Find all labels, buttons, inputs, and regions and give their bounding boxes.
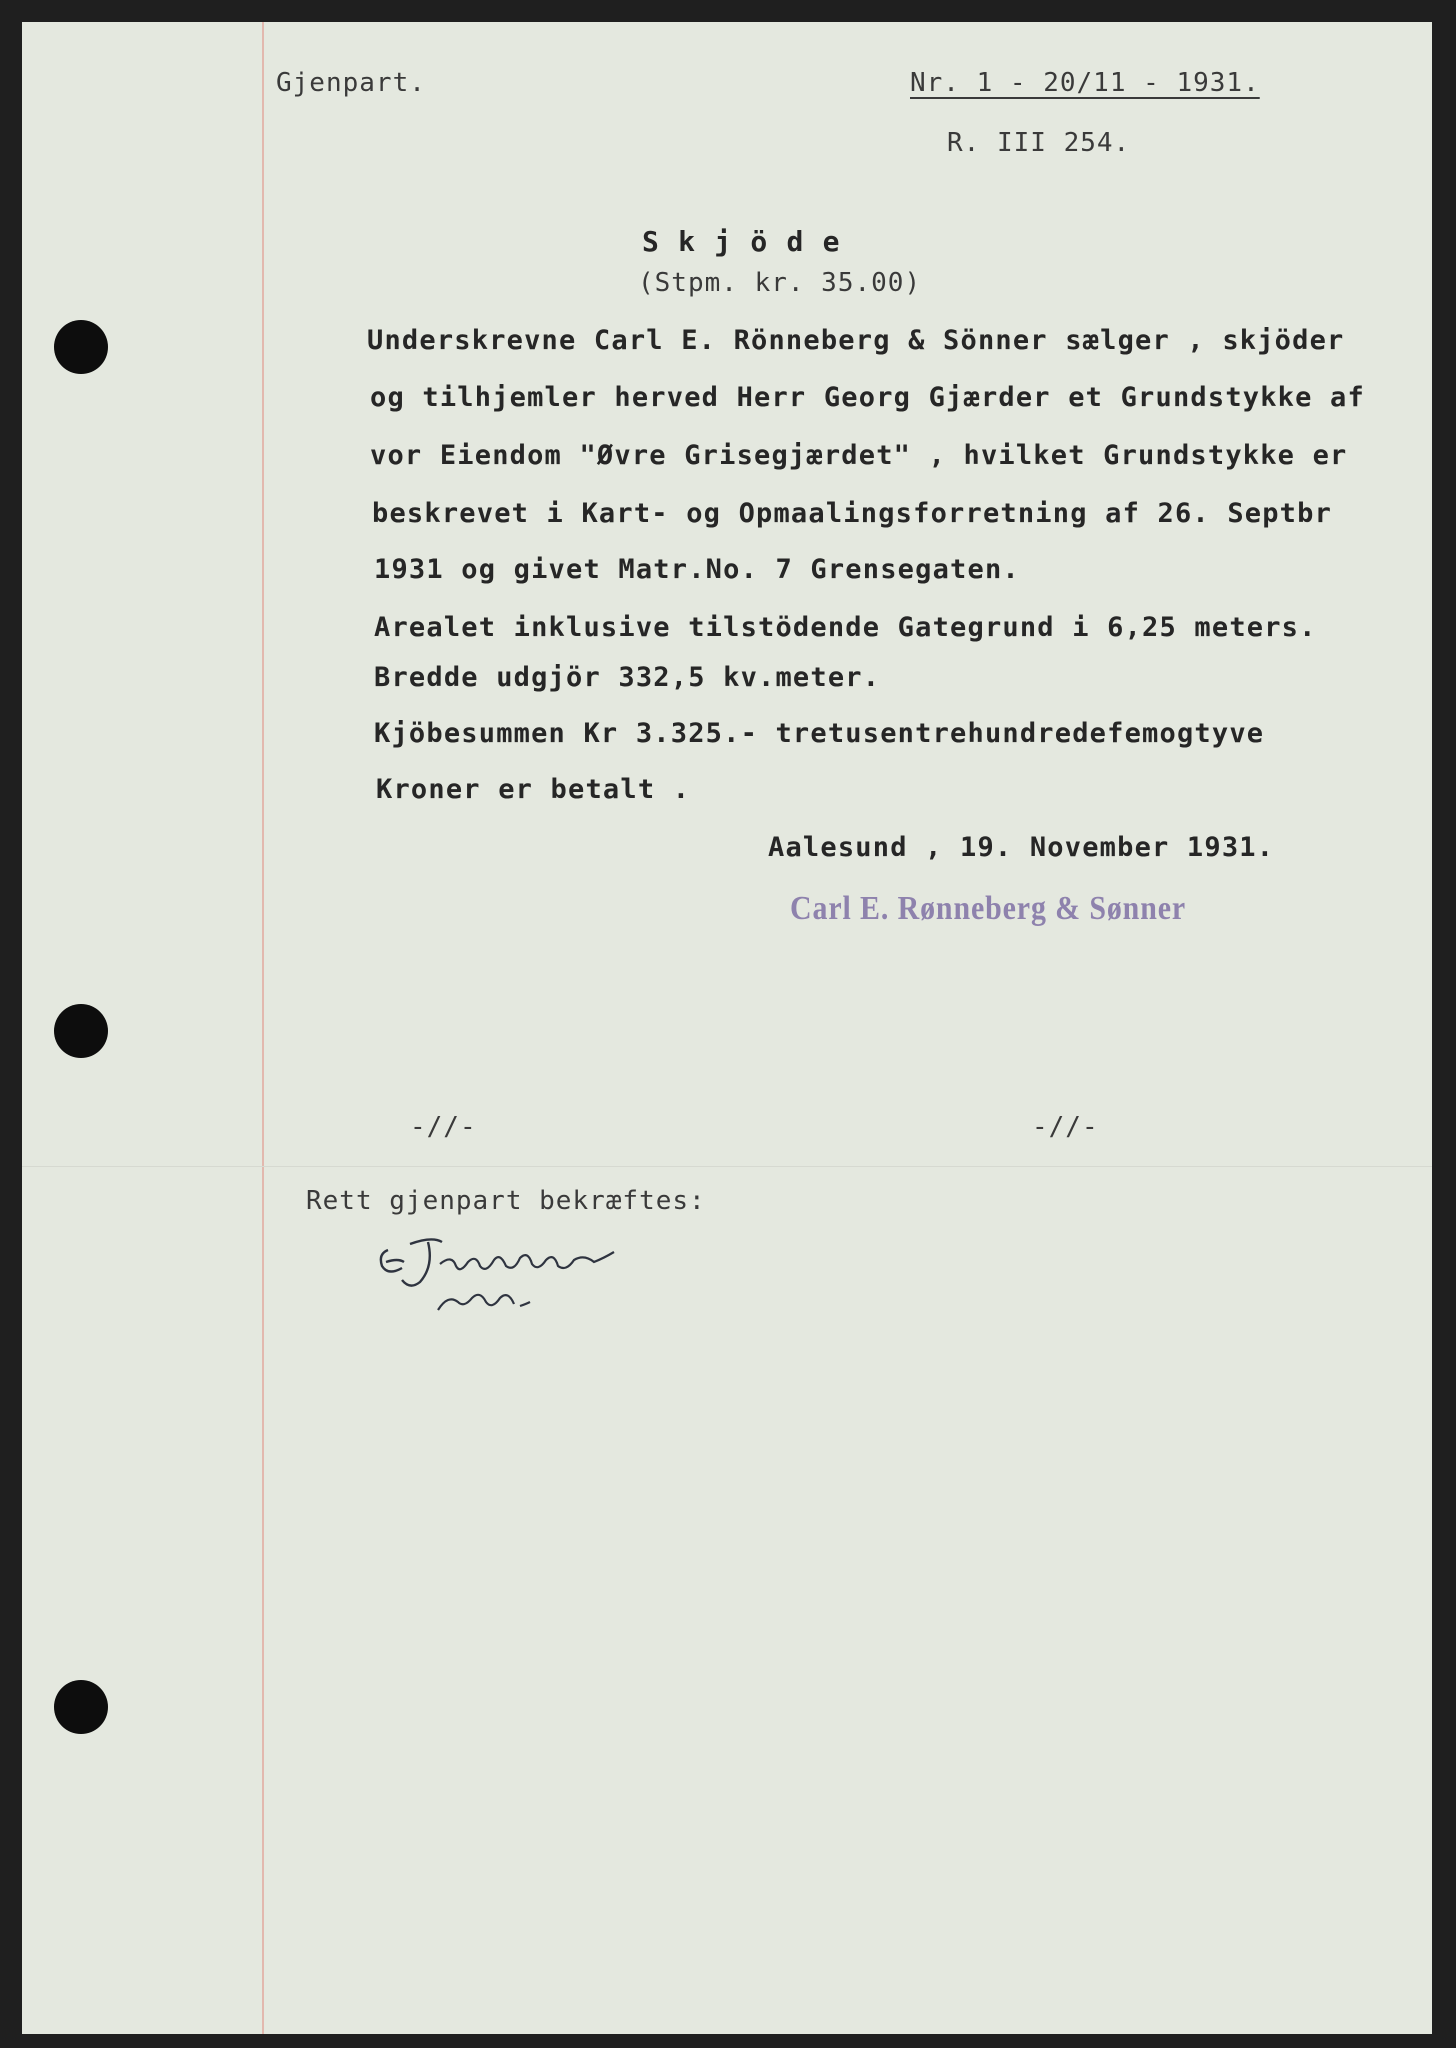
body-line: 1931 og givet Matr.No. 7 Grensegaten.: [374, 554, 1020, 585]
body-line: Kjöbesummen Kr 3.325.- tretusentrehundredefemogtyve: [374, 718, 1265, 749]
body-line: Underskrevne Carl E. Rönneberg & Sönner sælger , skjöder: [367, 325, 1345, 356]
case-number: Nr. 1 - 20/11 - 1931.: [910, 68, 1260, 98]
copy-label: Gjenpart.: [276, 68, 426, 98]
document-page: [22, 22, 1432, 2034]
punch-hole: [54, 320, 108, 374]
certification-text: Rett gjenpart bekræftes:: [306, 1186, 706, 1216]
separator-right: -//-: [1032, 1112, 1099, 1142]
handwritten-signature: [368, 1232, 668, 1322]
fold-line: [22, 1166, 1432, 1167]
register-reference: R. III 254.: [947, 128, 1131, 158]
body-line: Arealet inklusive tilstödende Gategrund i 6,25 meters.: [374, 612, 1317, 643]
body-line: Kroner er betalt .: [376, 774, 691, 805]
company-stamp: Carl E. Rønneberg & Sønner: [790, 890, 1187, 927]
place-and-date: Aalesund , 19. November 1931.: [768, 832, 1275, 863]
body-line: Bredde udgjör 332,5 kv.meter.: [374, 662, 881, 693]
document-title: S k j ö d e: [642, 225, 841, 258]
punch-hole: [54, 1680, 108, 1734]
body-line: vor Eiendom "Øvre Grisegjærdet" , hvilket Grundstykke er: [370, 440, 1348, 471]
stamp-duty: (Stpm. kr. 35.00): [638, 268, 922, 298]
body-line: beskrevet i Kart- og Opmaalingsforretning af 26. Septbr: [372, 498, 1333, 529]
body-line: og tilhjemler herved Herr Georg Gjærder et Grundstykke af: [370, 382, 1365, 413]
separator-left: -//-: [410, 1112, 477, 1142]
margin-rule: [262, 22, 264, 2034]
punch-hole: [54, 1004, 108, 1058]
